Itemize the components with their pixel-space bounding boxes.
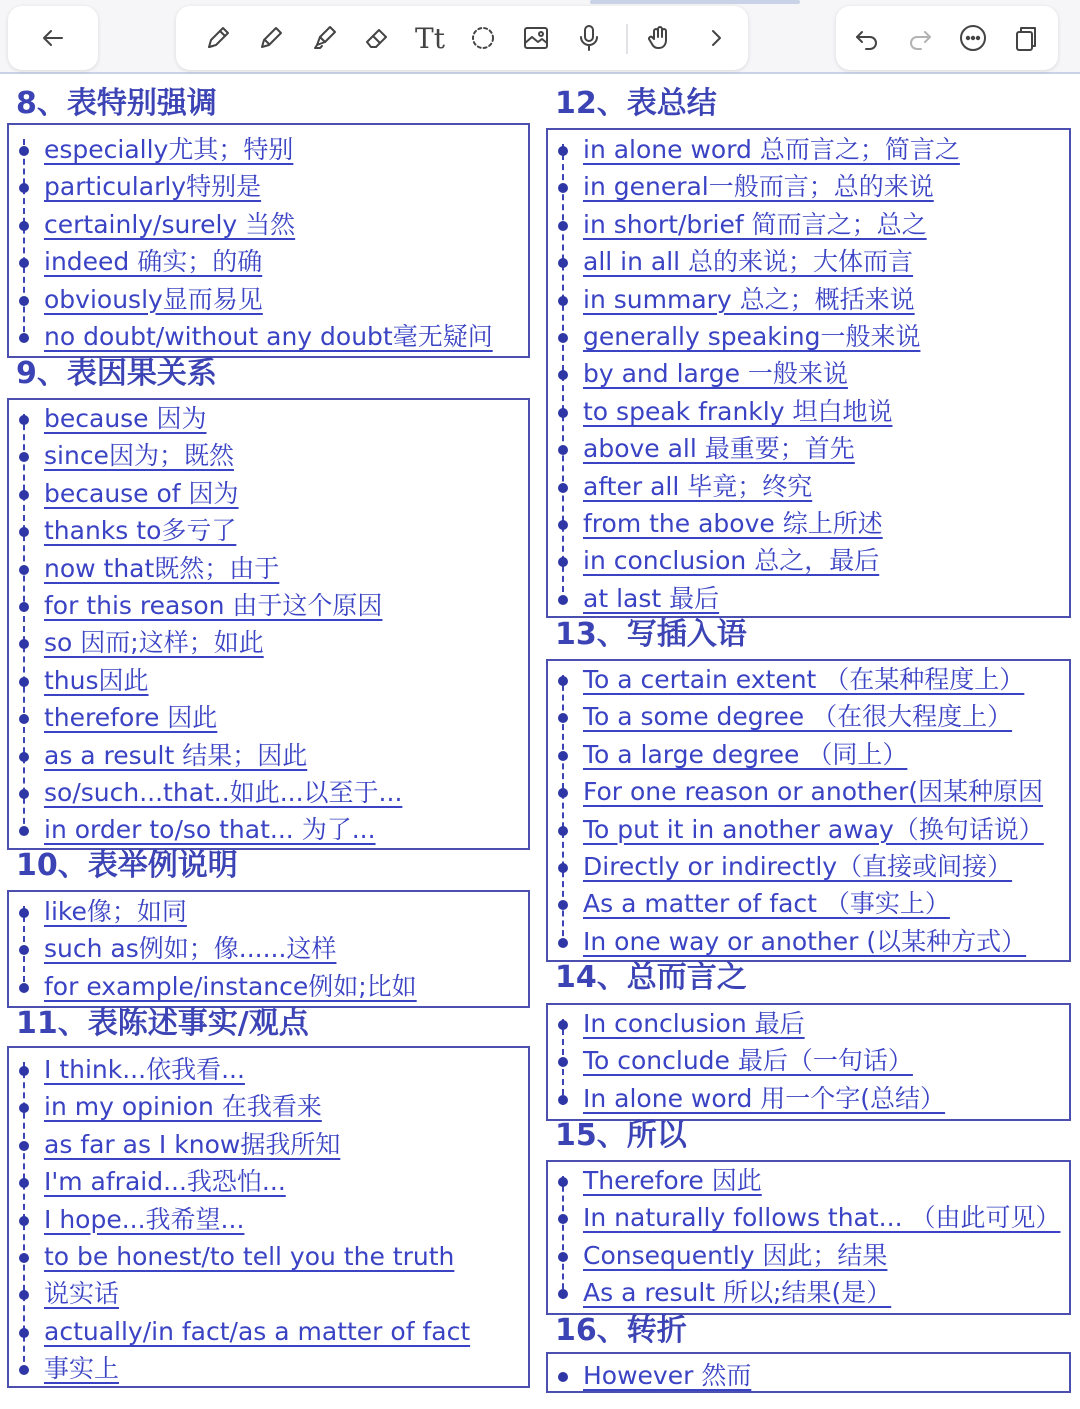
more-icon[interactable]	[951, 16, 995, 60]
item-link-text[interactable]: since因为；既然	[44, 441, 234, 471]
bullet-dot	[19, 1103, 29, 1113]
toolbar-divider	[626, 24, 628, 54]
item-link-text[interactable]: Directly or indirectly（直接或间接）	[583, 852, 1013, 881]
section-box	[546, 1352, 1071, 1393]
list-item	[548, 468, 1063, 505]
bullet-dot	[19, 296, 29, 306]
item-link-text[interactable]: As a result 所以;结果(是）	[583, 1278, 892, 1308]
item-link-text[interactable]: In alone word 用一个字(总结）	[583, 1083, 946, 1113]
list-item	[9, 1126, 522, 1163]
list-item	[9, 811, 522, 848]
bullet-dot	[558, 863, 568, 873]
list-item	[548, 1357, 1063, 1394]
item-link-text[interactable]: To put it in another away（换句话说）	[583, 814, 1044, 844]
list-item	[9, 168, 522, 205]
list-item	[548, 1237, 1063, 1274]
item-link-text[interactable]: so 因而;这样；如此	[44, 628, 264, 658]
item-link-text[interactable]: all in all 总的来说；大体而言	[583, 247, 914, 277]
item-link-text[interactable]: as far as I know据我所知	[44, 1129, 341, 1159]
bullet-dot	[558, 595, 568, 605]
bullet-dot	[558, 1177, 568, 1187]
list-item	[548, 661, 1063, 698]
microphone-icon[interactable]	[567, 16, 611, 60]
section-title: 14、总而言之	[555, 960, 747, 995]
list-item	[548, 1042, 1063, 1079]
bullet-dot	[558, 557, 568, 567]
bullet-dot	[19, 752, 29, 762]
item-link-text[interactable]: like像；如同	[44, 897, 187, 926]
section-box	[7, 398, 530, 850]
pen-icon[interactable]	[249, 16, 293, 60]
list-item	[548, 505, 1063, 542]
highlighter-icon[interactable]	[302, 16, 346, 60]
section-box	[546, 1160, 1071, 1315]
tools-pill	[176, 6, 748, 70]
item-link-text[interactable]: because 因为	[44, 404, 207, 433]
list-item	[9, 550, 522, 587]
bullet-dot	[558, 370, 568, 380]
bullet-dot	[19, 258, 29, 268]
bullet-dot	[19, 602, 29, 612]
bullet-dot	[558, 520, 568, 530]
item-link-text[interactable]: certainly/surely 当然	[44, 209, 296, 239]
item-link-text[interactable]: for example/instance例如;比如	[44, 971, 417, 1001]
item-link-text[interactable]: To a some degree （在很大程度上）	[583, 702, 1013, 732]
bullet-dot	[19, 1216, 29, 1226]
undo-icon[interactable]	[845, 16, 889, 60]
scroll-indicator	[590, 0, 800, 4]
item-link-text[interactable]: in alone word 总而言之；简言之	[583, 135, 960, 164]
item-link-text[interactable]: from the above 综上所述	[583, 509, 883, 538]
bullet-dot	[558, 1214, 568, 1224]
list-item	[548, 542, 1063, 579]
list-item	[9, 131, 522, 168]
bullet-dot	[19, 826, 29, 836]
item-link-text[interactable]: obviously显而易见	[44, 284, 263, 314]
list-item	[548, 773, 1063, 810]
list-item	[9, 699, 522, 736]
list-item	[9, 512, 522, 549]
back-arrow-icon[interactable]	[31, 16, 75, 60]
bullet-dot	[19, 983, 29, 993]
list-item	[9, 281, 522, 318]
list-item	[548, 1274, 1063, 1311]
chevron-right-icon[interactable]	[694, 16, 738, 60]
list-item	[9, 968, 522, 1005]
bullet-dot	[558, 676, 568, 686]
back-pill	[8, 6, 98, 70]
copy-pages-icon[interactable]	[1004, 16, 1048, 60]
item-link-text[interactable]: In naturally follows that... （由此可见）	[583, 1203, 1061, 1233]
bullet-dot	[19, 452, 29, 462]
list-item	[9, 1201, 522, 1238]
bullet-dot	[19, 789, 29, 799]
actions-pill	[836, 6, 1058, 70]
list-item	[548, 736, 1063, 773]
bullet-dot	[19, 1365, 29, 1375]
bullet-dot	[558, 713, 568, 723]
item-link-text[interactable]: particularly特别是	[44, 172, 262, 202]
bullet-dot	[558, 1372, 568, 1382]
list-item	[9, 206, 522, 243]
redo-icon[interactable]	[898, 16, 942, 60]
toolbar	[0, 0, 1080, 74]
list-item	[9, 662, 522, 699]
bullet-dot	[558, 183, 568, 193]
bullet-dot	[19, 908, 29, 918]
item-link-text[interactable]: because of 因为	[44, 478, 239, 508]
item-link-text[interactable]: In one way or another (以某种方式）	[583, 926, 1027, 956]
bullet-dot	[19, 565, 29, 575]
item-link-text[interactable]: at last 最后	[583, 583, 720, 613]
list-item	[9, 930, 522, 967]
bullet-dot	[558, 483, 568, 493]
list-item	[9, 1238, 522, 1275]
section-box	[546, 659, 1071, 962]
item-link-text[interactable]: as a result 结果；因此	[44, 740, 308, 770]
bullet-dot	[19, 527, 29, 537]
bullet-dot	[19, 1253, 29, 1263]
item-link-text[interactable]: generally speaking一般来说	[583, 322, 921, 351]
item-link-text[interactable]: To conclude 最后（一句话）	[583, 1046, 913, 1076]
lasso-select-icon[interactable]	[461, 16, 505, 60]
list-item	[548, 885, 1063, 922]
bullet-dot	[19, 1290, 29, 1300]
bullet-dot	[19, 639, 29, 649]
item-link-text[interactable]: To a large degree （同上）	[583, 739, 908, 769]
bullet-dot	[558, 333, 568, 343]
item-link-text[interactable]: As a matter of fact （事实上）	[583, 889, 950, 919]
item-link-text[interactable]: for this reason 由于这个原因	[44, 591, 383, 620]
section-box	[7, 123, 530, 358]
item-link-text[interactable]: For one reason or another(因某种原因	[583, 777, 1044, 807]
list-item	[548, 1162, 1063, 1199]
item-link-text[interactable]: thanks to多亏了	[44, 516, 237, 546]
list-item	[548, 1080, 1063, 1117]
item-link-text[interactable]: in short/brief 简而言之；总之	[583, 209, 927, 239]
item-link-text[interactable]: therefore 因此	[44, 703, 218, 733]
image-icon[interactable]	[514, 16, 558, 60]
list-item	[9, 1275, 522, 1312]
section-title: 16、转折	[555, 1313, 687, 1348]
section-title: 9、表因果关系	[16, 356, 217, 391]
bullet-dot	[19, 714, 29, 724]
list-item	[548, 811, 1063, 848]
item-link-text[interactable]: In conclusion 最后	[583, 1009, 805, 1038]
list-item	[9, 1163, 522, 1200]
section-box	[546, 128, 1071, 618]
bullet-dot	[558, 445, 568, 455]
item-link-text[interactable]: in conclusion 总之，最后	[583, 546, 880, 576]
bullet-dot	[19, 415, 29, 425]
list-item	[548, 206, 1063, 243]
bullet-dot	[558, 826, 568, 836]
item-link-text[interactable]: no doubt/without any doubt毫无疑问	[44, 322, 493, 351]
item-link-text[interactable]: in summary 总之；概括来说	[583, 284, 915, 314]
item-link-text[interactable]: in order to/so that... 为了...	[44, 815, 376, 845]
item-link-text[interactable]: so/such...that..如此...以至于...	[44, 778, 403, 807]
item-link-text[interactable]: in my opinion 在我看来	[44, 1092, 322, 1122]
list-item	[9, 1088, 522, 1125]
bullet-dot	[19, 146, 29, 156]
list-item	[548, 318, 1063, 355]
bullet-dot	[558, 146, 568, 156]
list-item	[9, 774, 522, 811]
list-item	[9, 624, 522, 661]
bullet-dot	[558, 258, 568, 268]
item-link-text[interactable]: actually/in fact/as a matter of fact	[44, 1316, 471, 1346]
section-title: 11、表陈述事实/观点	[16, 1006, 309, 1041]
bullet-dot	[558, 1057, 568, 1067]
list-item	[548, 848, 1063, 885]
item-link-text[interactable]: such as例如；像......这样	[44, 934, 337, 964]
list-item	[548, 393, 1063, 430]
pencil-icon[interactable]	[196, 16, 240, 60]
item-link-text[interactable]: I hope...我希望...	[44, 1204, 245, 1234]
list-item	[9, 243, 522, 280]
bullet-dot	[558, 788, 568, 798]
item-link-text[interactable]: 说实话	[44, 1279, 120, 1309]
bullet-dot	[19, 490, 29, 500]
item-link-text[interactable]: to be honest/to tell you the truth	[44, 1242, 455, 1271]
hand-gesture-icon[interactable]	[638, 16, 682, 60]
bullet-dot	[19, 221, 29, 231]
item-link-text[interactable]: I'm afraid...我恐怕...	[44, 1167, 286, 1197]
list-item	[548, 698, 1063, 735]
list-item	[9, 318, 522, 355]
bullet-dot	[558, 221, 568, 231]
list-item	[9, 893, 522, 930]
section-title: 8、表特别强调	[16, 86, 217, 121]
section-box	[7, 1046, 530, 1388]
bullet-dot	[558, 296, 568, 306]
section-title: 13、写插入语	[555, 617, 747, 652]
item-link-text[interactable]: after all 毕竟；终究	[583, 471, 813, 501]
bullet-dot	[19, 677, 29, 687]
bullet-dot	[19, 333, 29, 343]
item-link-text[interactable]: especially尤其；特别	[44, 135, 294, 164]
bullet-dot	[19, 945, 29, 955]
section-title: 15、所以	[555, 1118, 687, 1153]
list-item	[9, 475, 522, 512]
bullet-dot	[558, 1289, 568, 1299]
item-link-text[interactable]: now that既然；由于	[44, 553, 280, 583]
list-item	[548, 580, 1063, 617]
bullet-dot	[558, 938, 568, 948]
bullet-dot	[558, 1252, 568, 1262]
list-item	[548, 131, 1063, 168]
list-item	[9, 587, 522, 624]
eraser-icon[interactable]	[355, 16, 399, 60]
list-item	[548, 1199, 1063, 1236]
item-link-text[interactable]: To a certain extent （在某种程度上）	[583, 665, 1025, 694]
list-item	[9, 1313, 522, 1350]
list-item	[548, 1005, 1063, 1042]
item-link-text[interactable]: Therefore 因此	[583, 1166, 762, 1195]
bullet-dot	[19, 1066, 29, 1076]
list-item	[9, 400, 522, 437]
item-link-text[interactable]: by and large 一般来说	[583, 359, 848, 389]
bullet-dot	[558, 900, 568, 910]
bullet-dot	[19, 1141, 29, 1151]
text-tool-icon[interactable]: Tt	[415, 21, 445, 55]
section-title: 10、表举例说明	[16, 848, 238, 883]
list-item	[548, 243, 1063, 280]
bullet-dot	[558, 408, 568, 418]
list-item	[548, 430, 1063, 467]
list-item	[548, 281, 1063, 318]
item-link-text[interactable]: However 然而	[583, 1361, 752, 1390]
bullet-dot	[19, 1178, 29, 1188]
list-item	[9, 437, 522, 474]
list-item	[9, 737, 522, 774]
item-link-text[interactable]: in general一般而言；总的来说	[583, 172, 934, 202]
item-link-text[interactable]: 事实上	[44, 1354, 120, 1384]
section-box	[546, 1003, 1071, 1121]
item-link-text[interactable]: to speak frankly 坦白地说	[583, 396, 893, 426]
bullet-dot	[558, 1020, 568, 1030]
list-item	[9, 1350, 522, 1387]
item-link-text[interactable]: above all 最重要；首先	[583, 434, 855, 464]
list-item	[548, 168, 1063, 205]
item-link-text[interactable]: indeed 确实；的确	[44, 247, 263, 277]
bullet-dot	[19, 183, 29, 193]
bullet-dot	[558, 1095, 568, 1105]
list-item	[548, 923, 1063, 960]
list-item	[9, 1051, 522, 1088]
section-title: 12、表总结	[555, 86, 717, 121]
list-item	[548, 355, 1063, 392]
item-link-text[interactable]: I think...依我看...	[44, 1055, 245, 1084]
bullet-dot	[558, 751, 568, 761]
bullet-dot	[19, 1328, 29, 1338]
item-link-text[interactable]: thus因此	[44, 665, 149, 695]
section-box	[7, 890, 530, 1008]
item-link-text[interactable]: Consequently 因此；结果	[583, 1240, 888, 1270]
